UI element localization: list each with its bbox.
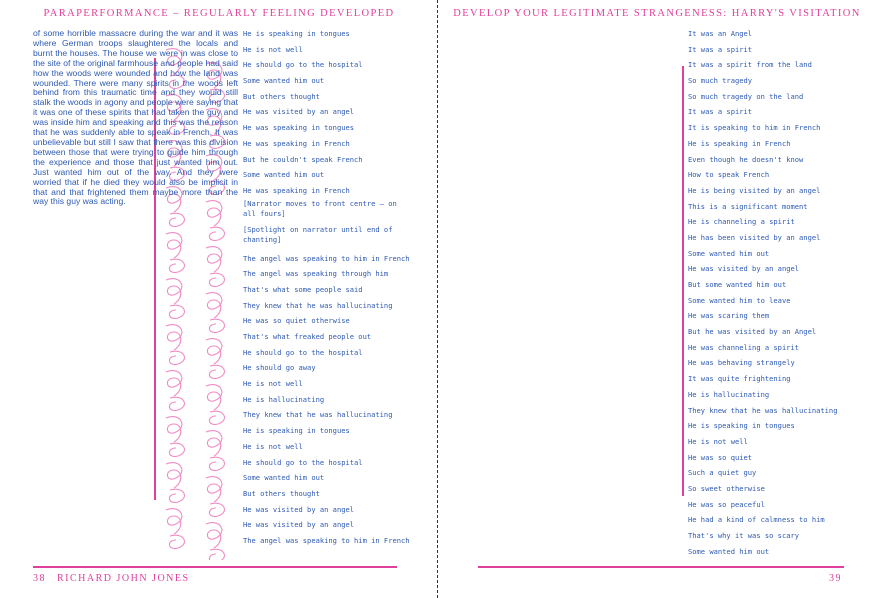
script-line: He was visited by an angel (688, 264, 800, 274)
script-line: The angel was speaking through him (243, 269, 389, 279)
flourish-ornament (166, 509, 184, 549)
script-line: He is speaking in tongues (243, 426, 350, 436)
script-line: He was speaking in French (243, 185, 350, 195)
script-line: It was an Angel (688, 29, 753, 38)
stage-direction: [Spotlight on narrator until end of chanting] (243, 224, 393, 245)
script-line: But he couldn't speak French (243, 154, 363, 164)
script-line: He was visited by an angel (243, 504, 355, 514)
script-line: He is not well (243, 441, 303, 451)
script-line: But others thought (243, 488, 320, 498)
script-line: He is hallucinating (243, 394, 325, 404)
script-line: It is speaking to him in French (688, 123, 821, 133)
script-line: Even though he doesn't know (688, 154, 804, 164)
flourish-ornament (206, 293, 224, 333)
script-line: So much tragedy on the land (688, 91, 804, 101)
stage-direction: [Narrator moves to front centre – on all fours] (243, 198, 397, 219)
script-line: He was speaking in French (243, 138, 350, 148)
flourish-ornament (166, 463, 184, 503)
script-line: They knew that he was hallucinating (688, 405, 838, 415)
script-line: It was quite frightening (688, 374, 791, 384)
script-line: Some wanted him to leave (688, 295, 791, 305)
script-line: He was visited by an angel (243, 520, 355, 530)
script-line: He is speaking in tongues (688, 421, 795, 431)
script-line: The angel was speaking to him in French (243, 535, 410, 545)
right-running-head: DEVELOP YOUR LEGITIMATE STRANGENESS: HARRY'S VISITATION (453, 8, 861, 19)
script-line: He is not well (688, 436, 748, 446)
flourish-ornament (166, 417, 184, 457)
script-line: It was a spirit (688, 107, 753, 117)
script-line: Some wanted him out (243, 76, 325, 86)
script-line: They knew that he was hallucinating (243, 410, 393, 420)
flourish-ornament (206, 477, 224, 517)
prose-paragraph: of some horrible massacre during the war and it was where German troops slaughtered the locals and burnt the houses. The house we were in was close to the site of the original farmhouse and people had said how the woods were wounded and how the land was wounded. There were many spirits in the woods left behind from this traumatic time and they would still stalk the woods in agony and people were saying that it was one of these spirits that had taken the guy and was inside him and speaking and this was the reason that he was suddenly able to speak in French. It was unbelievable but still I saw that there was this division between those that were trying to guide him through the experience and those that just wanted him out. Just wanted him out of the way. And they were worried that if he died they would also be implicit in that and that frightened them maybe more than the way this guy was acting. (33, 28, 238, 207)
script-line: He is speaking in tongues (243, 29, 350, 38)
script-line: He should go to the hospital (243, 457, 363, 467)
script-line: He is not well (243, 44, 303, 54)
flourish-ornament (206, 339, 224, 379)
script-line: Some wanted him out (688, 546, 770, 556)
script-line: The angel was speaking to him in French (243, 253, 410, 263)
script-line: He should go to the hospital (243, 347, 363, 357)
script-line: He is being visited by an angel (688, 185, 821, 195)
flourish-ornament (166, 325, 184, 365)
page-number: 39 (829, 573, 842, 584)
script-line: He had a kind of calmness to him (688, 515, 825, 525)
script-line: He was so peaceful (688, 499, 765, 509)
margin-bar (682, 66, 684, 496)
footer-rule (478, 566, 844, 568)
right-page (438, 0, 876, 598)
flourish-ornament (166, 233, 184, 273)
script-line: Such a quiet guy (688, 468, 757, 478)
page-number: 38 (33, 573, 46, 584)
script-line: That's what some people said (243, 284, 363, 294)
script-line: He is hallucinating (688, 389, 770, 399)
flourish-ornament (206, 431, 224, 471)
script-line: He should go to the hospital (243, 60, 363, 70)
script-list (688, 26, 848, 559)
footer-rule (33, 566, 397, 568)
flourish-ornament (166, 371, 184, 411)
script-line: That's what freaked people out (243, 332, 372, 341)
script-line: Some wanted him out (243, 170, 325, 180)
flourish-ornament (206, 523, 224, 560)
script-line: But others thought (243, 91, 320, 101)
script-line: He is speaking in French (688, 138, 791, 148)
script-line: He is not well (243, 379, 303, 389)
script-line: But some wanted him out (688, 280, 787, 289)
flourish-ornament (206, 385, 224, 425)
script-line: Some wanted him out (243, 473, 325, 483)
script-line: So sweet otherwise (688, 483, 765, 493)
script-line: He is channeling a spirit (688, 217, 795, 227)
flourish-ornament (206, 247, 224, 287)
flourish-ornament (166, 279, 184, 319)
script-line: He was scaring them (688, 311, 770, 321)
script-line: It was a spirit (688, 44, 753, 54)
script-line: That's why it was so scary (688, 531, 800, 540)
script-line: He was so quiet (688, 452, 753, 462)
left-running-head: PARAPERFORMANCE – REGULARLY FEELING DEVELOPED (43, 8, 395, 19)
script-line: How to speak French (688, 170, 770, 180)
script-line: So much tragedy (688, 76, 753, 86)
script-list (243, 26, 410, 549)
script-line: He was channeling a spirit (688, 342, 800, 352)
script-line: But he was visited by an Angel (688, 327, 817, 337)
script-line: It was a spirit from the land (688, 60, 812, 70)
script-line: They knew that he was hallucinating (243, 300, 393, 310)
script-line: He should go away (243, 363, 316, 373)
script-line: This is a significant moment (688, 201, 808, 211)
author-name: RICHARD JOHN JONES (57, 573, 190, 584)
script-line: Some wanted him out (688, 248, 770, 258)
script-line: He was so quiet otherwise (243, 316, 350, 326)
script-line: He was visited by an angel (243, 107, 355, 117)
script-line: He was speaking in tongues (243, 123, 355, 133)
script-line: He was behaving strangely (688, 358, 795, 368)
script-line: He has been visited by an angel (688, 232, 821, 242)
